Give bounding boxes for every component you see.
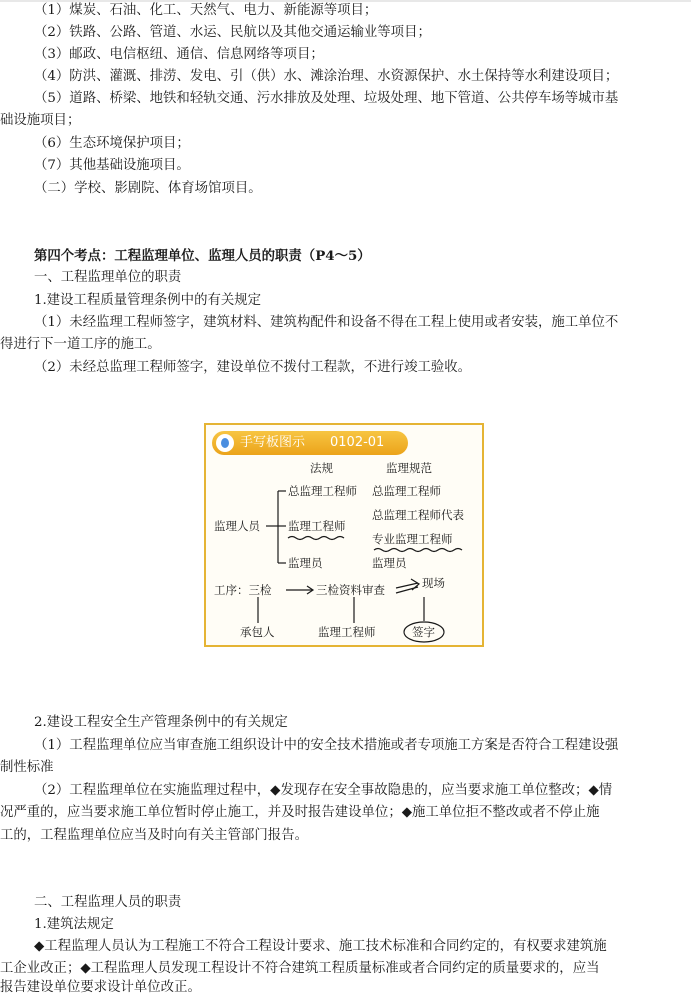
list-item-urban-cont: 础设施项目；	[0, 113, 81, 128]
handwriting-figure	[204, 423, 484, 647]
safety-paragraph-2c: 工的，工程监理单位应当及时向有关主管部门报告。	[0, 828, 308, 843]
spec-item-chief: 总监理工程师	[372, 484, 441, 498]
figure-header-code: 0102-01	[330, 435, 385, 450]
column-law: 法规	[310, 461, 333, 475]
law-item-clerk: 监理员	[288, 556, 323, 570]
item-safety-regulation: 2.建设工程安全生产管理条例中的有关规定	[34, 715, 288, 730]
list-item-urban: （5）道路、桥梁、地铁和轻轨交通、污水排放及处理、垃圾处理、地下管道、公共停车场等城市基	[34, 91, 619, 106]
paragraph-1a: （1）未经监理工程师签字，建筑材料、建筑构配件和设备不得在工程上使用或者安装，施工单位不	[34, 315, 619, 330]
safety-paragraph-1a: （1）工程监理单位应当审查施工组织设计中的安全技术措施或者专项施工方案是否符合工程建设强	[34, 738, 619, 753]
wavy-underline-engineer	[288, 537, 344, 540]
list-item-water: （4）防洪、灌溉、排涝、发电、引（供）水、滩涂治理、水资源保护、水土保持等水利建设项目；	[34, 69, 619, 84]
paragraph-1b: 得进行下一道工序的施工。	[0, 337, 161, 352]
list-item-other: （7）其他基础设施项目。	[34, 158, 190, 173]
item-construction-law: 1.建筑法规定	[34, 917, 114, 932]
actor-sign: 签字	[412, 625, 435, 639]
subheading-staff-duties: 二、工程监理人员的职责	[34, 895, 182, 910]
actor-engineer: 监理工程师	[318, 625, 376, 639]
paragraph-2: （2）未经总监理工程师签字，建设单位不拨付工程款，不进行竣工验收。	[34, 360, 472, 375]
spec-item-clerk: 监理员	[372, 556, 407, 570]
staff-paragraph-1c: 报告建设单位要求设计单位改正。	[0, 980, 201, 995]
figure-header-title: 手写板图示	[240, 435, 306, 450]
list-item-telecom: （3）邮政、电信枢纽、通信、信息网络等项目；	[34, 47, 324, 62]
item-quality-regulation: 1.建设工程质量管理条例中的有关规定	[34, 293, 262, 308]
staff-paragraph-1b: 工企业改正；◆工程监理人员发现工程设计不符合建筑工程质量标准或者合同约定的质量要求的，应当	[0, 961, 600, 976]
spec-item-chief-rep: 总监理工程师代表	[372, 508, 464, 522]
safety-paragraph-2b: 况严重的，应当要求施工单位暂时停止施工，并及时报告建设单位；◆施工单位拒不整改或者不停止施	[0, 805, 600, 820]
spec-item-specialist: 专业监理工程师	[372, 532, 453, 546]
section-title: 第四个考点：工程监理单位、监理人员的职责（P4～5）	[34, 248, 371, 264]
staff-paragraph-1a: ◆工程监理人员认为工程施工不符合工程设计要求、施工技术标准和合同约定的，有权要求建筑施	[34, 939, 607, 954]
law-item-engineer: 监理工程师	[288, 519, 346, 533]
law-item-chief: 总监理工程师	[288, 484, 357, 498]
process-step-site: 现场	[422, 576, 445, 590]
process-step-review: 三检资料审查	[316, 583, 385, 597]
subheading-unit-duties: 一、工程监理单位的职责	[34, 270, 182, 285]
process-label: 工序：三检	[214, 583, 272, 597]
list-item-schools: （二）学校、影剧院、体育场馆项目。	[34, 181, 262, 196]
list-item-energy: （1）煤炭、石油、化工、天然气、电力、新能源等项目；	[34, 3, 378, 18]
wavy-underline-specialist	[374, 549, 462, 552]
safety-paragraph-2a: （2）工程监理单位在实施监理过程中，◆发现存在安全事故隐患的，应当要求施工单位整改；◆情	[34, 783, 613, 798]
list-item-ecology: （6）生态环境保护项目；	[34, 136, 190, 151]
list-item-transport: （2）铁路、公路、管道、水运、民航以及其他交通运输业等项目；	[34, 25, 431, 40]
actor-contractor: 承包人	[240, 625, 275, 639]
safety-paragraph-1b: 制性标准	[0, 760, 54, 775]
column-spec: 监理规范	[386, 461, 432, 475]
tree-root: 监理人员	[214, 519, 260, 533]
